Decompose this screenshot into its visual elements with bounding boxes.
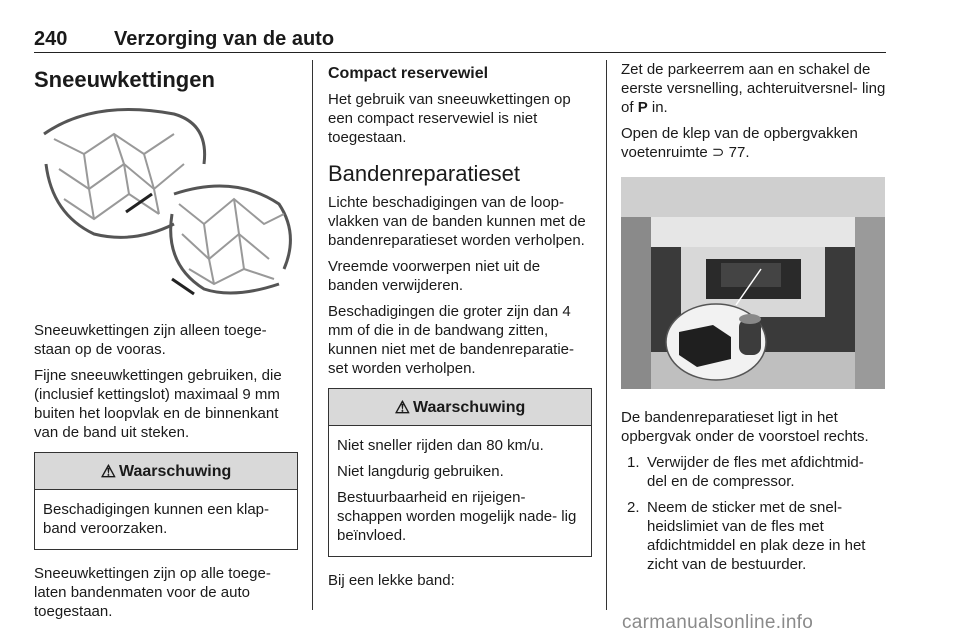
page-reference: 77. [728,144,750,161]
storage-compartment-photo [621,177,885,389]
paragraph: Vreemde voorwerpen niet uit de banden verwijderen. [328,258,541,294]
paragraph: Het gebruik van sneeuwkettingen op een compact reservewiel is niet toegestaan. [328,91,571,146]
column-snow-chains [34,60,298,628]
warning-header [329,389,591,426]
page-header [34,28,886,53]
column-divider [606,60,607,610]
warning-triangle-icon: ⚠ [100,461,116,481]
warning-title: Waarschuwing [412,398,526,416]
paragraph: Bij een lekke band: [328,572,455,589]
page-reference-icon: ⊃ [711,144,725,161]
chapter-title: Verzorging van de auto [114,28,335,50]
watermark: carmanualsonline.info [622,612,814,633]
paragraph: Open de klep van de opbergvakken voetenruimte ⊃ 77. [621,125,858,161]
page-number: 240 [34,28,68,50]
warning-text: Niet sneller rijden dan 80 km/u. [337,437,544,454]
section-title: Bandenreparatieset [328,161,521,186]
warning-title: Waarschuwing [118,462,232,480]
warning-text: Beschadigingen kunnen een klap- band veroorzaken. [43,501,270,537]
warning-triangle-icon: ⚠ [394,397,410,417]
paragraph: Sneeuwkettingen zijn alleen toege- staan op de vooras. [34,322,267,358]
warning-box [328,388,592,557]
warning-box [34,452,298,550]
column-divider [312,60,313,610]
steps-list [621,453,887,574]
paragraph: Zet de parkeerrem aan en schakel de eerste versnelling, achteruitversnel- ling of P in. [621,61,886,116]
column-repair-kit [328,60,592,597]
subsection-title: Compact reservewiel [328,65,489,82]
snow-chains-illustration [34,94,298,304]
list-item: 2. Neem de sticker met de snel- heidslimiet van de fles met afdichtmiddel en plak deze in het zicht van de bestuurder. [627,499,866,573]
section-title: Sneeuwkettingen [34,67,215,92]
warning-text: Bestuurbaarheid en rijeigen- schappen worden mogelijk nade- lig beïnvloed. [337,489,577,544]
paragraph: Beschadigingen die groter zijn dan 4 mm of die in de bandwang zitten, kunnen niet met de bandenreparatie- set worden verholpen. [328,303,575,377]
gear-p-label: P [637,99,648,116]
warning-text: Niet langdurig gebruiken. [337,463,504,480]
paragraph: Sneeuwkettingen zijn op alle toege- laten bandenmaten voor de auto toegestaan. [34,565,271,620]
warning-header [35,453,297,490]
list-item: 1. Verwijder de fles met afdichtmid- del en de compressor. [627,454,864,490]
paragraph: De bandenreparatieset ligt in het opbergvak onder de voorstoel rechts. [621,409,869,445]
paragraph: Fijne sneeuwkettingen gebruiken, die (inclusief kettingslot) maximaal 9 mm buiten het loopvlak en de binnenkant van de band uit steken. [34,367,282,441]
paragraph: Lichte beschadigingen van de loop- vlakken van de banden kunnen met de bandenreparatieset worden verholpen. [328,194,586,249]
column-instructions [621,60,887,581]
